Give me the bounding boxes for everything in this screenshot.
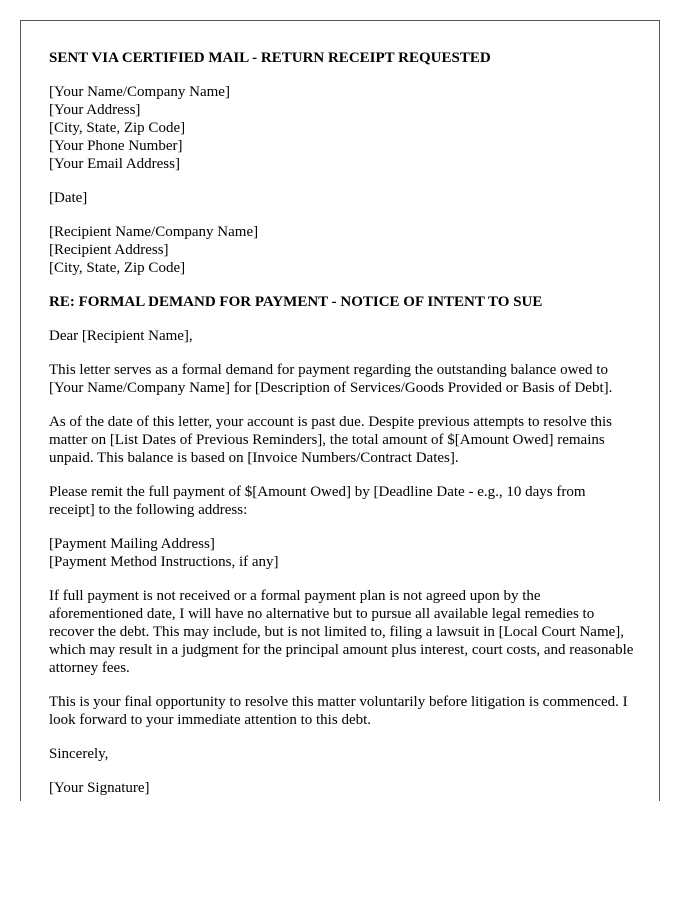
sender-block: [49, 83, 635, 173]
sender-email: [Your Email Address]: [49, 156, 180, 172]
sender-address: [Your Address]: [49, 102, 141, 118]
body-paragraph-4: If full payment is not received or a formal payment plan is not agreed upon by the aforementioned date, I will have no alternative but to pursue all available legal remedies to recover the debt. This may include, but is not limited to, filing a lawsuit in [Local Court Name], which may result in a judgment for the principal amount plus interest, court costs, and reasonable attorney fees.: [49, 588, 634, 676]
letter-page: [20, 20, 660, 801]
recipient-address: [Recipient Address]: [49, 242, 169, 258]
mail-notice: SENT VIA CERTIFIED MAIL - RETURN RECEIPT REQUESTED: [49, 50, 491, 66]
signature-placeholder: [Your Signature]: [49, 780, 150, 796]
letter-content: [49, 49, 635, 801]
sender-name: [Your Name/Company Name]: [49, 84, 230, 100]
payment-block: [49, 535, 635, 571]
payment-mailing-address: [Payment Mailing Address]: [49, 536, 215, 552]
salutation: Dear [Recipient Name],: [49, 328, 193, 344]
sender-city-state-zip: [City, State, Zip Code]: [49, 120, 186, 136]
body-paragraph-2: As of the date of this letter, your account is past due. Despite previous attempts to resolve this matter on [List Dates of Previous Reminders], the total amount of $[Amount Owed] remains unpaid. This balance is based on [Invoice Numbers/Contract Dates].: [49, 414, 613, 466]
subject-line: RE: FORMAL DEMAND FOR PAYMENT - NOTICE OF INTENT TO SUE: [49, 294, 543, 310]
recipient-block: [49, 223, 635, 277]
body-paragraph-1: This letter serves as a formal demand for payment regarding the outstanding balance owed to [Your Name/Company Name] for [Description of Services/Goods Provided or Basis of Debt].: [49, 362, 613, 396]
body-paragraph-5: This is your final opportunity to resolve this matter voluntarily before litigation is commenced. I look forward to your immediate attention to this debt.: [49, 694, 628, 728]
closing: Sincerely,: [49, 746, 109, 762]
body-paragraph-3: Please remit the full payment of $[Amount Owed] by [Deadline Date - e.g., 10 days from receipt] to the following address:: [49, 484, 586, 518]
letter-date: [Date]: [49, 190, 88, 206]
payment-method-instructions: [Payment Method Instructions, if any]: [49, 554, 279, 570]
recipient-name: [Recipient Name/Company Name]: [49, 224, 259, 240]
sender-phone: [Your Phone Number]: [49, 138, 183, 154]
recipient-city-state-zip: [City, State, Zip Code]: [49, 260, 186, 276]
